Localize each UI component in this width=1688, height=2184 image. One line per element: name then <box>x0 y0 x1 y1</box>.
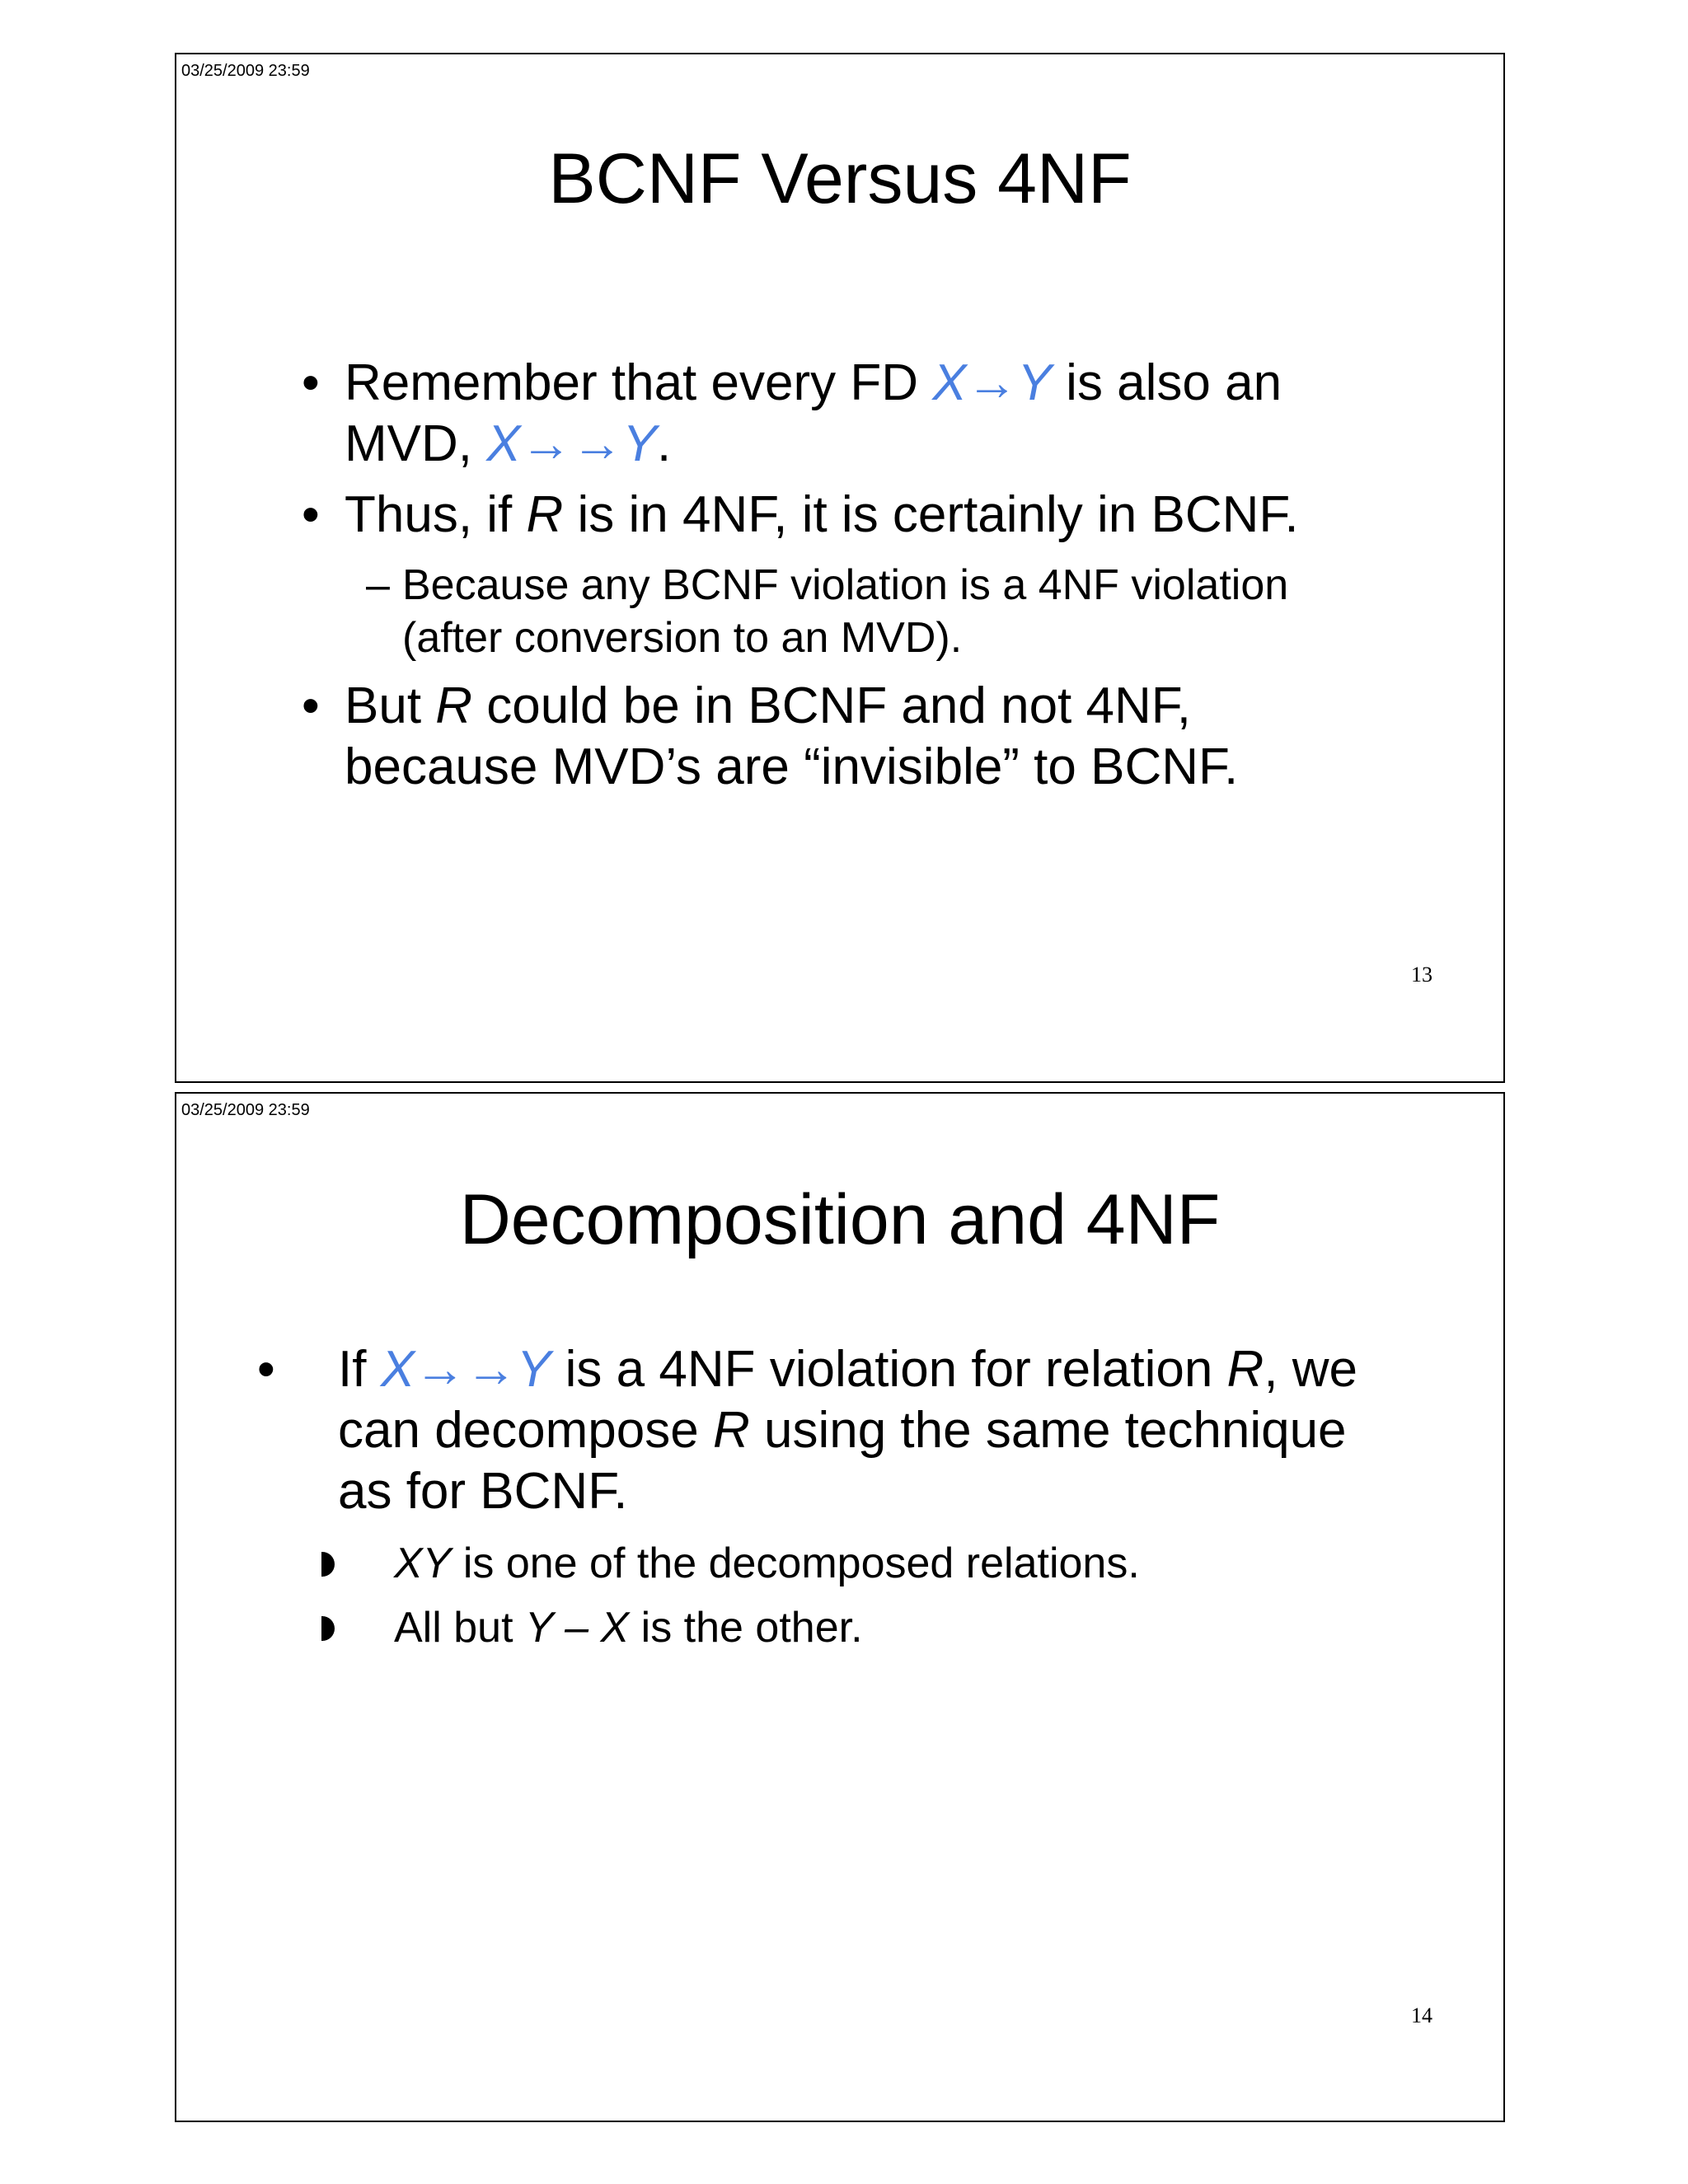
mvd-expression: X→→Y <box>380 1341 551 1398</box>
page-number: 14 <box>1411 2004 1432 2027</box>
text-line: (after conversion to an MVD). <box>402 614 963 662</box>
text-span: Thus, if <box>345 486 527 543</box>
half-circle-bullet-icon <box>321 1601 394 1654</box>
slide-timestamp: 03/25/2009 23:59 <box>181 62 310 80</box>
text-span: is in 4NF, it is certainly in BCNF. <box>563 486 1299 543</box>
slide-title: Decomposition and 4NF <box>459 1180 1221 1259</box>
bullet-marker: • <box>302 354 320 411</box>
text-span: is the other. <box>629 1604 863 1652</box>
sub-bullet-text <box>394 1537 1140 1590</box>
relation-symbol: R <box>526 486 564 543</box>
sub-bullet-marker: – <box>366 561 390 609</box>
bullet-text <box>345 485 1299 546</box>
text-span: could be in BCNF and not 4NF, <box>472 677 1191 734</box>
bullet-text <box>345 676 1238 798</box>
mvd-expression: X→→Y <box>486 415 657 472</box>
text-span: using the same technique <box>749 1402 1347 1459</box>
relation-symbol: XY <box>394 1540 452 1587</box>
bullet-marker: • <box>302 486 320 543</box>
text-span: . <box>656 415 672 472</box>
sub-bullet-item <box>321 1537 1140 1590</box>
bullet-text <box>338 1339 1357 1522</box>
slide-14 <box>175 1092 1505 2122</box>
sub-bullet-text <box>402 559 1288 664</box>
text-span: is also an <box>1051 354 1282 411</box>
text-span: can decompose <box>338 1402 713 1459</box>
text-span: is one of the decomposed relations. <box>451 1540 1140 1587</box>
bullet-item <box>302 676 1238 798</box>
half-circle-bullet-icon <box>321 1537 394 1590</box>
set-difference-expression: Y – X <box>524 1604 630 1652</box>
text-span: All but <box>394 1604 525 1652</box>
bullet-marker: • <box>302 677 320 734</box>
sub-bullet-item <box>321 1601 863 1654</box>
sub-bullet-item <box>366 559 1288 664</box>
relation-symbol: R <box>712 1402 750 1459</box>
text-line: as for BCNF. <box>338 1463 628 1520</box>
text-line: Because any BCNF violation is a 4NF violation <box>402 561 1289 609</box>
text-line: because MVD’s are “invisible” to BCNF. <box>345 738 1239 795</box>
bullet-text <box>345 353 1282 475</box>
bullet-item <box>302 353 1282 475</box>
text-span: MVD, <box>345 415 487 472</box>
slide-13 <box>175 53 1505 1083</box>
slide-title: BCNF Versus 4NF <box>548 139 1132 218</box>
text-span: is a 4NF violation for relation <box>551 1341 1227 1398</box>
bullet-item <box>302 485 1299 546</box>
text-span: But <box>345 677 436 734</box>
page-number: 13 <box>1411 963 1432 987</box>
bullet-marker: • <box>257 1341 275 1398</box>
bullet-item <box>257 1339 1357 1522</box>
fd-expression: X→Y <box>932 354 1052 411</box>
relation-symbol: R <box>1226 1341 1264 1398</box>
text-span: , we <box>1264 1341 1358 1398</box>
sub-bullet-text <box>394 1601 863 1654</box>
relation-symbol: R <box>435 677 473 734</box>
text-span: If <box>338 1341 381 1398</box>
text-span: Remember that every FD <box>345 354 933 411</box>
slide-timestamp: 03/25/2009 23:59 <box>181 1101 310 1119</box>
